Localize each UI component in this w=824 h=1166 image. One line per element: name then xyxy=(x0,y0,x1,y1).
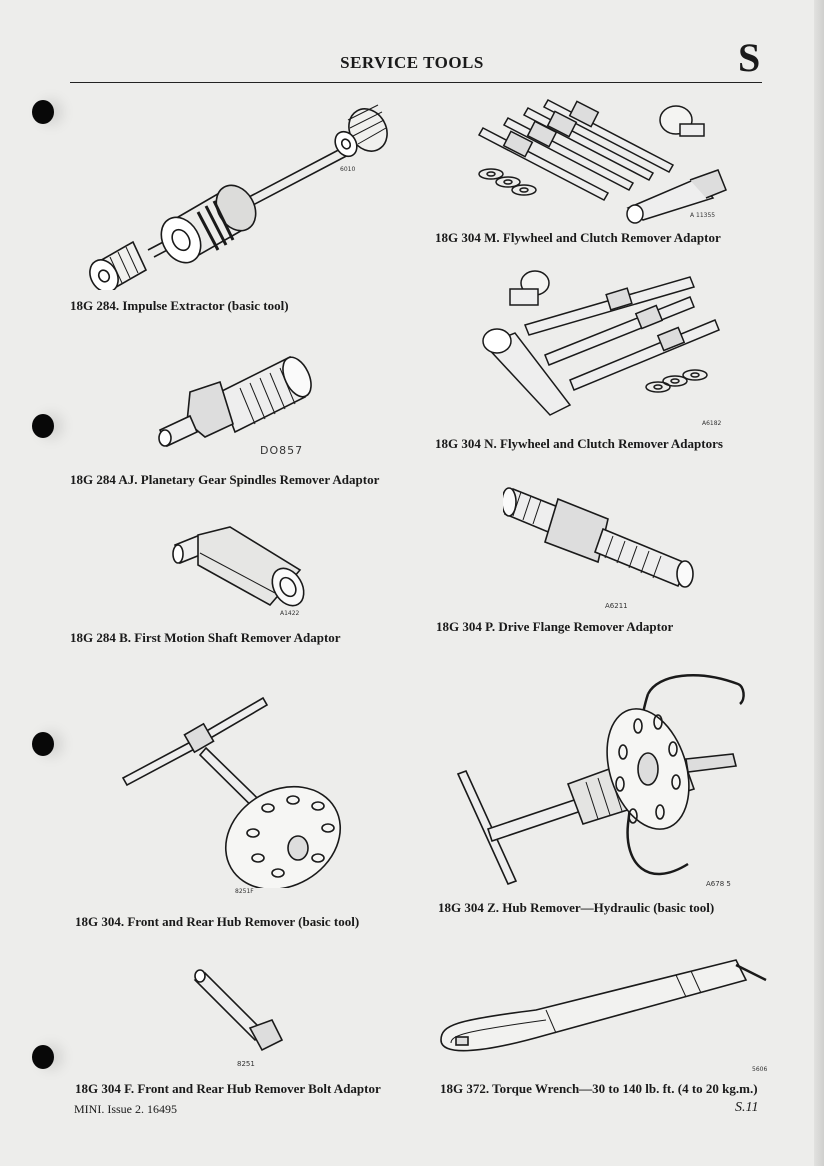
page-title: SERVICE TOOLS xyxy=(340,53,484,72)
header-rule xyxy=(70,82,762,83)
binder-hole xyxy=(32,732,54,756)
caption-flywheel-adaptor-m: 18G 304 M. Flywheel and Clutch Remover Adaptor xyxy=(435,230,721,245)
caption-hub-remover: 18G 304. Front and Rear Hub Remover (basic tool) xyxy=(75,914,360,929)
figure-code: A1422 xyxy=(280,610,300,617)
flywheel-adaptors-drawing xyxy=(470,265,740,425)
bolt-adaptor-drawing xyxy=(190,968,290,1058)
binder-hole xyxy=(32,414,54,438)
binder-hole xyxy=(32,1045,54,1069)
caption-torque-wrench: 18G 372. Torque Wrench—30 to 140 lb. ft. (4 to 20 kg.m.) xyxy=(440,1081,758,1096)
binder-hole xyxy=(32,100,54,124)
figure-code: A6211 xyxy=(605,602,628,610)
torque-wrench-drawing xyxy=(436,955,771,1070)
first-motion-adaptor-drawing xyxy=(170,525,310,615)
figure-code: 5606 xyxy=(752,1066,768,1073)
impulse-extractor-drawing xyxy=(78,100,398,290)
flywheel-adaptor-drawing xyxy=(468,98,738,228)
caption-impulse-extractor: 18G 284. Impulse Extractor (basic tool) xyxy=(70,298,289,313)
section-letter: S xyxy=(738,35,761,80)
page-edge xyxy=(814,0,824,1166)
figure-code: DO857 xyxy=(260,444,304,457)
drive-flange-adaptor-drawing xyxy=(503,474,698,589)
caption-hub-hydraulic: 18G 304 Z. Hub Remover—Hydraulic (basic tool) xyxy=(438,900,715,915)
caption-first-motion: 18G 284 B. First Motion Shaft Remover Adaptor xyxy=(70,630,341,645)
figure-code: 6010 xyxy=(340,166,356,173)
figure-code: 8251F xyxy=(235,888,254,895)
caption-flywheel-adaptors-n: 18G 304 N. Flywheel and Clutch Remover Adaptors xyxy=(435,436,723,451)
footer-issue-info: MINI. Issue 2. 16495 xyxy=(74,1102,177,1116)
page-number: S.11 xyxy=(735,1100,759,1115)
caption-drive-flange: 18G 304 P. Drive Flange Remover Adaptor xyxy=(436,619,674,634)
figure-code: A678 5 xyxy=(706,880,731,888)
caption-planetary-gear: 18G 284 AJ. Planetary Gear Spindles Remover Adaptor xyxy=(70,472,380,487)
figure-code: A 11355 xyxy=(690,212,716,219)
figure-code: 8251 xyxy=(237,1060,255,1068)
hydraulic-hub-remover-drawing xyxy=(448,664,748,889)
spindle-adaptor-drawing xyxy=(155,352,315,452)
hub-remover-drawing xyxy=(118,688,358,888)
figure-code: A6182 xyxy=(702,420,722,427)
caption-hub-bolt: 18G 304 F. Front and Rear Hub Remover Bolt Adaptor xyxy=(75,1081,381,1096)
